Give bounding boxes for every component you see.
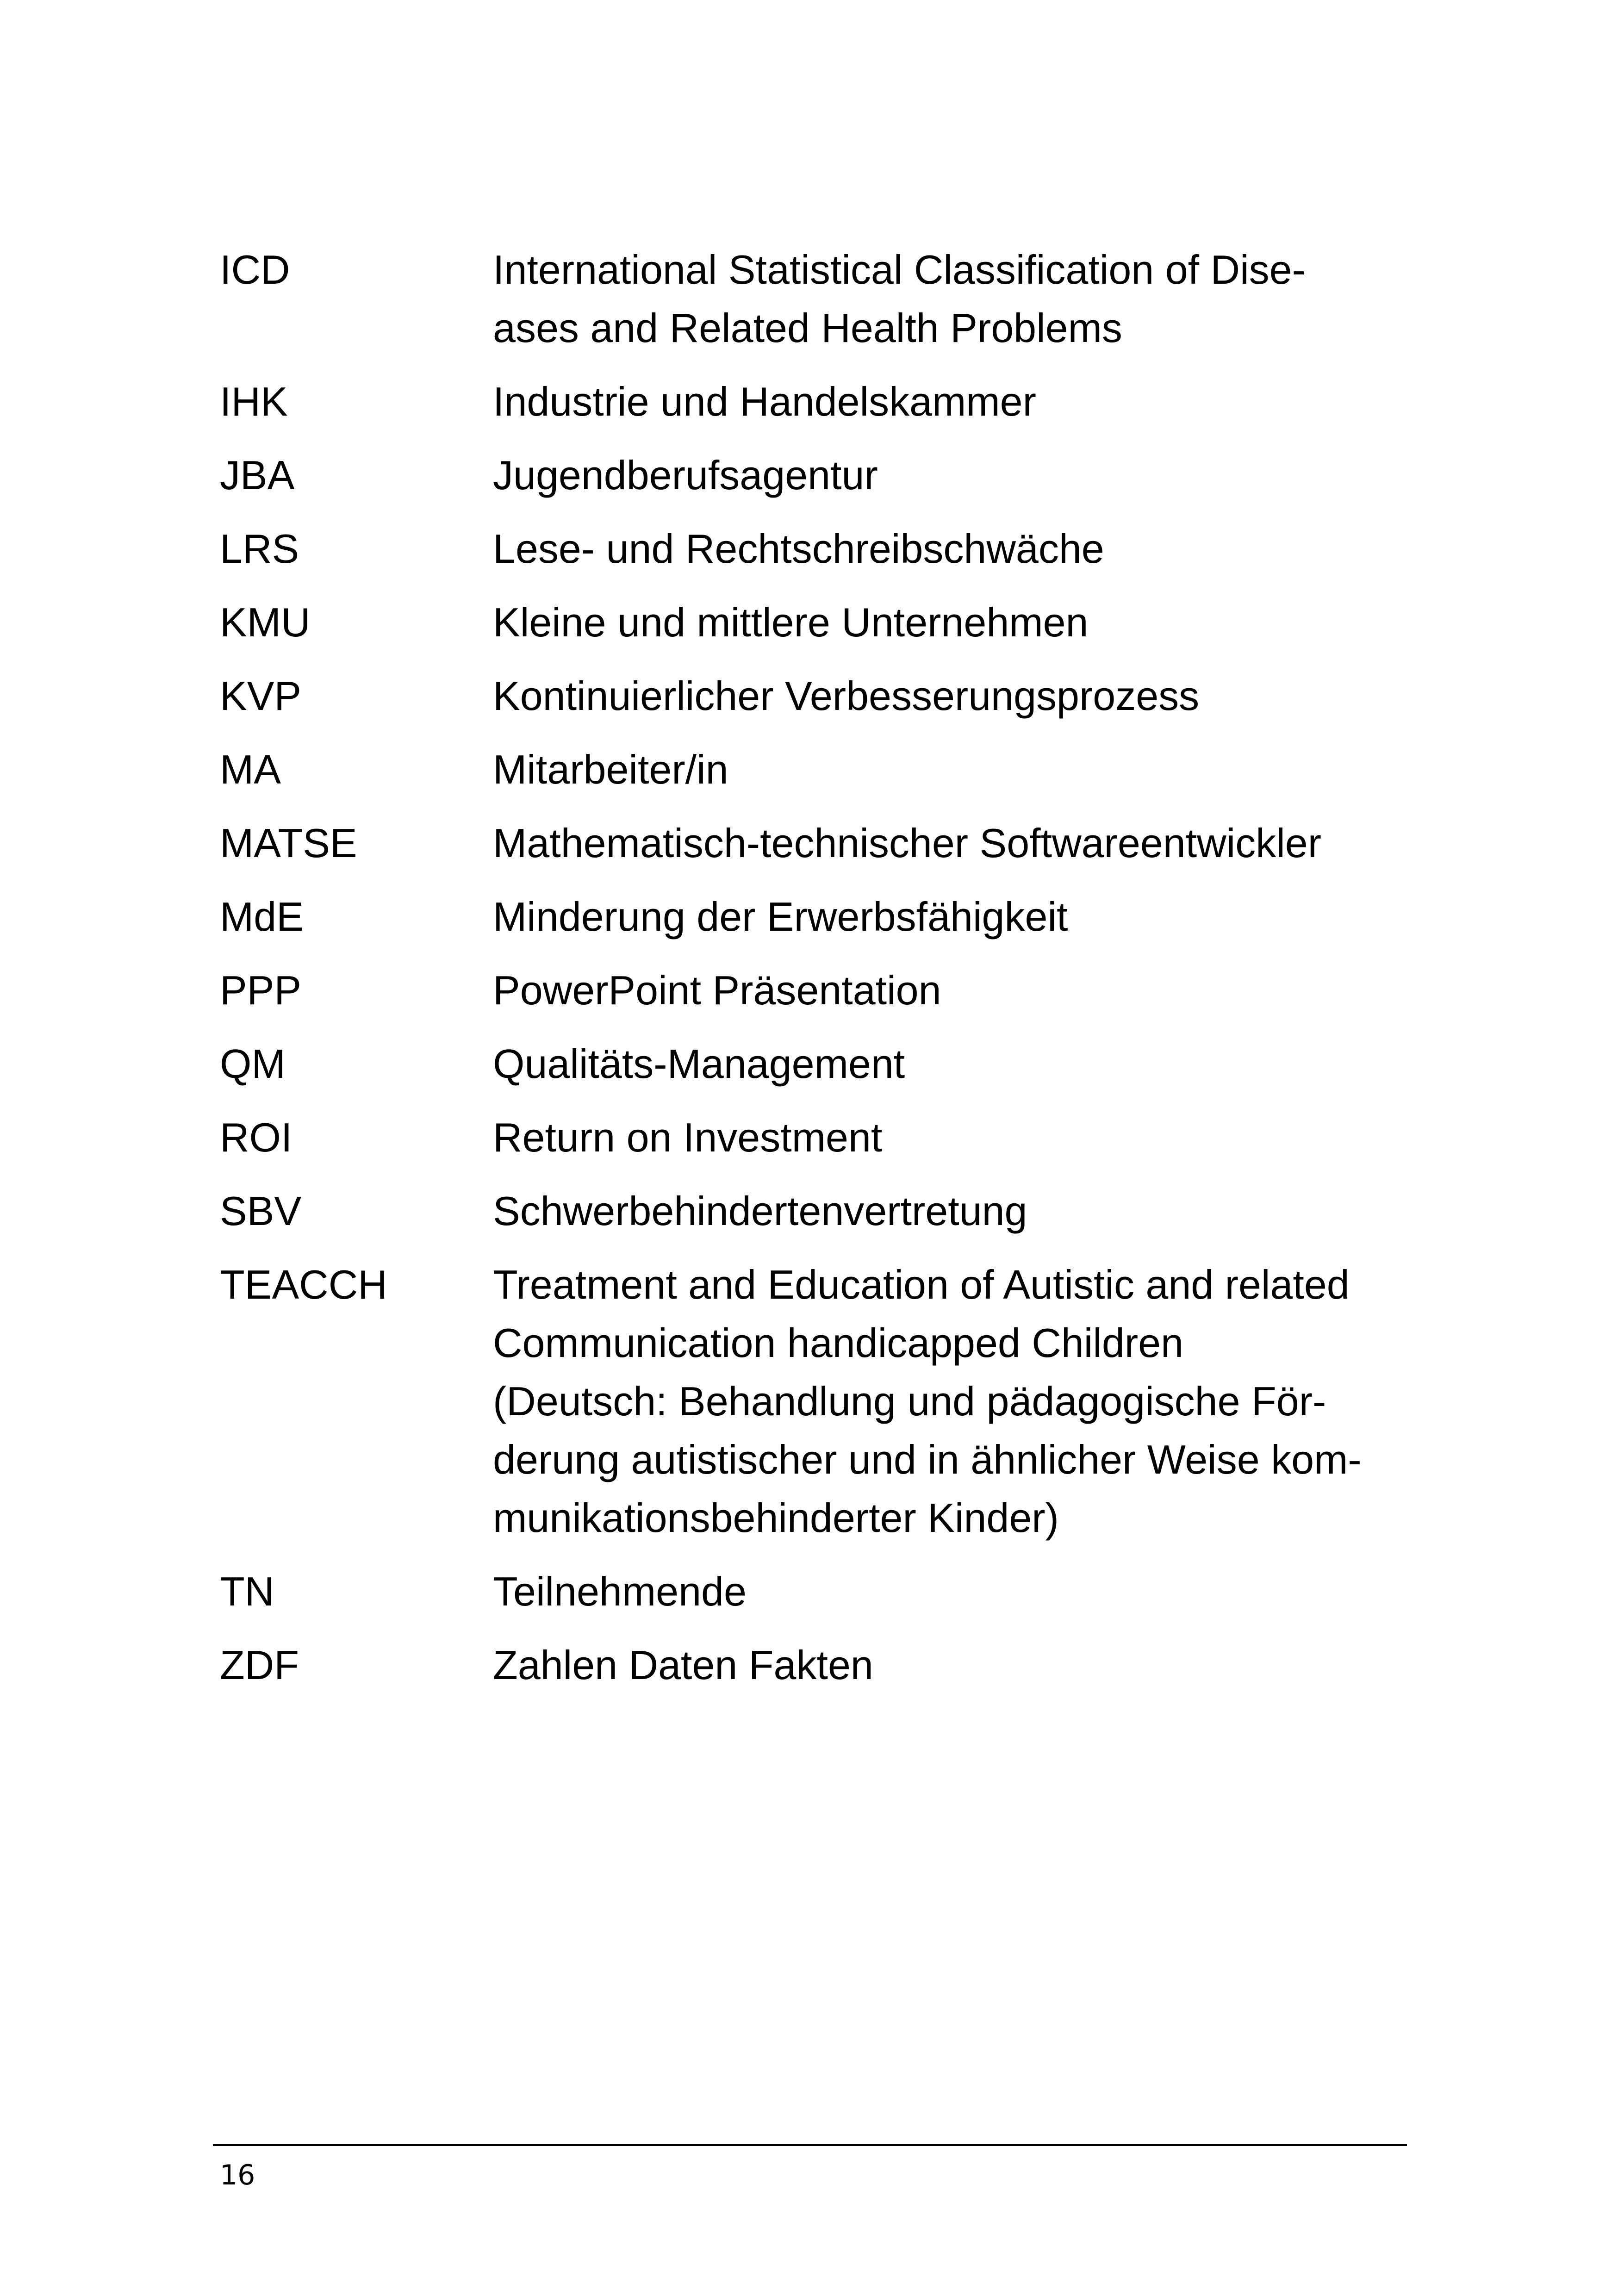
abbreviation-entry-roi [220, 1108, 1432, 1167]
abbreviation-term: ICD [220, 247, 290, 292]
definition-line: Zahlen Daten Fakten [493, 1642, 873, 1688]
abbreviation-entry-kmu [220, 593, 1432, 652]
abbreviation-term: TN [220, 1568, 274, 1614]
abbreviation-definition [493, 373, 1432, 431]
abbreviation-term: MATSE [220, 820, 357, 866]
definition-line: (Deutsch: Behandlung und pädagogische För- [493, 1378, 1326, 1424]
definition-line: Kontinuierlicher Verbesserungsprozess [493, 673, 1200, 719]
footer-divider [213, 2144, 1407, 2146]
definition-line: derung autistischer und in ähnlicher Weise kom- [493, 1437, 1362, 1482]
definition-line: ases and Related Health Problems [493, 305, 1122, 351]
abbreviation-definition [493, 1256, 1432, 1547]
definition-line: Jugendberufsagentur [493, 452, 878, 498]
abbreviation-definition [493, 888, 1432, 946]
abbreviation-term: QM [220, 1041, 286, 1087]
abbreviation-entry-ppp [220, 961, 1432, 1020]
abbreviation-definition [493, 446, 1432, 504]
abbreviation-entry-lrs [220, 520, 1432, 578]
abbreviation-term: JBA [220, 452, 295, 498]
abbreviation-list [220, 241, 1432, 1710]
abbreviation-definition [493, 814, 1432, 872]
abbreviation-definition [493, 1108, 1432, 1167]
abbreviation-definition [493, 740, 1432, 799]
abbreviation-term: TEACCH [220, 1262, 387, 1307]
abbreviation-definition [493, 520, 1432, 578]
page-number: 16 [220, 2159, 255, 2191]
abbreviation-entry-ma [220, 740, 1432, 799]
definition-line: munikationsbehinderter Kinder) [493, 1495, 1059, 1541]
definition-line: Mitarbeiter/in [493, 747, 728, 792]
definition-line: Return on Investment [493, 1114, 883, 1160]
abbreviation-definition [493, 1562, 1432, 1621]
abbreviation-entry-qm [220, 1035, 1432, 1093]
definition-line: Communication handicapped Children [493, 1320, 1184, 1366]
abbreviation-entry-matse [220, 814, 1432, 872]
definition-line: Minderung der Erwerbsfähigkeit [493, 894, 1068, 940]
abbreviation-term: SBV [220, 1188, 302, 1234]
abbreviation-entry-jba [220, 446, 1432, 504]
abbreviation-entry-tn [220, 1562, 1432, 1621]
abbreviation-entry-zdf [220, 1636, 1432, 1694]
abbreviation-entry-mde [220, 888, 1432, 946]
abbreviation-entry-sbv [220, 1182, 1432, 1240]
definition-line: Industrie und Handelskammer [493, 379, 1036, 424]
abbreviation-entry-teacch [220, 1256, 1432, 1547]
abbreviation-term: MdE [220, 894, 304, 940]
abbreviation-entry-icd [220, 241, 1432, 357]
abbreviation-term: PPP [220, 967, 302, 1013]
definition-line: Schwerbehindertenvertretung [493, 1188, 1027, 1234]
abbreviation-term: IHK [220, 379, 288, 424]
abbreviation-term: ZDF [220, 1642, 299, 1688]
definition-line: Lese- und Rechtschreibschwäche [493, 526, 1104, 572]
definition-line: International Statistical Classification of Dise- [493, 247, 1306, 292]
abbreviation-term: MA [220, 747, 281, 792]
abbreviation-definition [493, 1035, 1432, 1093]
definition-line: PowerPoint Präsentation [493, 967, 941, 1013]
abbreviation-definition [493, 241, 1432, 357]
abbreviation-definition [493, 1636, 1432, 1694]
definition-line: Kleine und mittlere Unternehmen [493, 599, 1089, 645]
definition-line: Teilnehmende [493, 1568, 747, 1614]
abbreviation-term: KVP [220, 673, 302, 719]
abbreviation-entry-kvp [220, 667, 1432, 725]
abbreviation-entry-ihk [220, 373, 1432, 431]
definition-line: Qualitäts-Management [493, 1041, 905, 1087]
abbreviation-term: ROI [220, 1114, 292, 1160]
definition-line: Mathematisch-technischer Softwareentwickler [493, 820, 1322, 866]
abbreviation-definition [493, 961, 1432, 1020]
abbreviation-definition [493, 1182, 1432, 1240]
abbreviation-term: LRS [220, 526, 299, 572]
abbreviation-term: KMU [220, 599, 311, 645]
definition-line: Treatment and Education of Autistic and related [493, 1262, 1350, 1307]
abbreviation-definition [493, 593, 1432, 652]
abbreviation-definition [493, 667, 1432, 725]
